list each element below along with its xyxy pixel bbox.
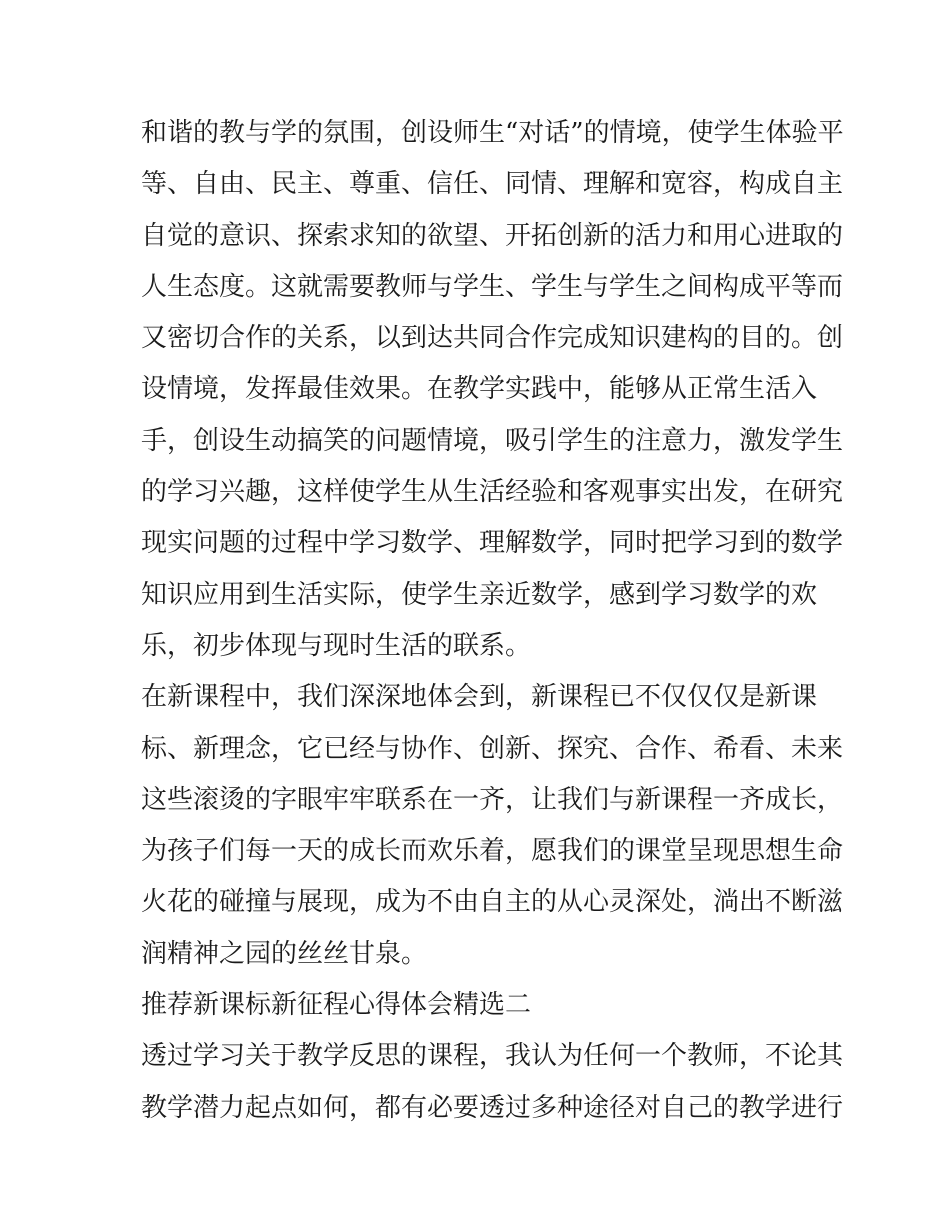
paragraph-2-line-5: 火花的碰撞与展现，成为不由自主的从心灵深处，淌出不断滋 [141,887,844,918]
section-heading: 推荐新课标新征程心得体会精选二 [141,990,532,1021]
paragraph-1-line-9: 现实问题的过程中学习数学、理解数学，同时把学习到的数学 [141,528,844,559]
paragraph-1-line-8: 的学习兴趣，这样使学生从生活经验和客观事实出发，在研究 [141,477,844,508]
paragraph-3-line-2: 教学潜力起点如何，都有必要透过多种途径对自己的教学进行 [141,1092,844,1123]
paragraph-2-line-2: 标、新理念，它已经与协作、创新、探究、合作、希看、未来 [141,733,844,764]
paragraph-1-line-11: 乐，初步体现与现时生活的联系。 [141,630,532,661]
document-body [141,108,844,1134]
paragraph-2-line-1: 在新课程中，我们深深地体会到，新课程已不仅仅仅是新课 [141,682,818,713]
paragraph-2-line-6: 润精神之园的丝丝甘泉。 [141,938,428,969]
paragraph-1-line-3: 自觉的意识、探索求知的欲望、开拓创新的活力和用心进取的 [141,220,844,251]
paragraph-2-line-3: 这些滚烫的字眼牢牢联系在一齐，让我们与新课程一齐成长， [141,784,844,815]
paragraph-3-line-1: 透过学习关于教学反思的课程，我认为任何一个教师，不论其 [141,1041,844,1072]
paragraph-1-line-7: 手，创设生动搞笑的问题情境，吸引学生的注意力，激发学生 [141,425,844,456]
paragraph-1-line-2: 等、自由、民主、尊重、信任、同情、理解和宽容，构成自主 [141,169,844,200]
paragraph-1-line-5: 又密切合作的关系，以到达共同合作完成知识建构的目的。创 [141,323,844,354]
paragraph-1-line-1: 和谐的教与学的氛围，创设师生“对话”的情境，使学生体验平 [141,118,844,148]
paragraph-1-line-4: 人生态度。这就需要教师与学生、学生与学生之间构成平等而 [141,271,844,302]
paragraph-2-line-4: 为孩子们每一天的成长而欢乐着，愿我们的课堂呈现思想生命 [141,836,844,867]
paragraph-1-line-10: 知识应用到生活实际，使学生亲近数学，感到学习数学的欢 [141,579,818,610]
paragraph-1-line-6: 设情境，发挥最佳效果。在教学实践中，能够从正常生活入 [141,374,818,405]
